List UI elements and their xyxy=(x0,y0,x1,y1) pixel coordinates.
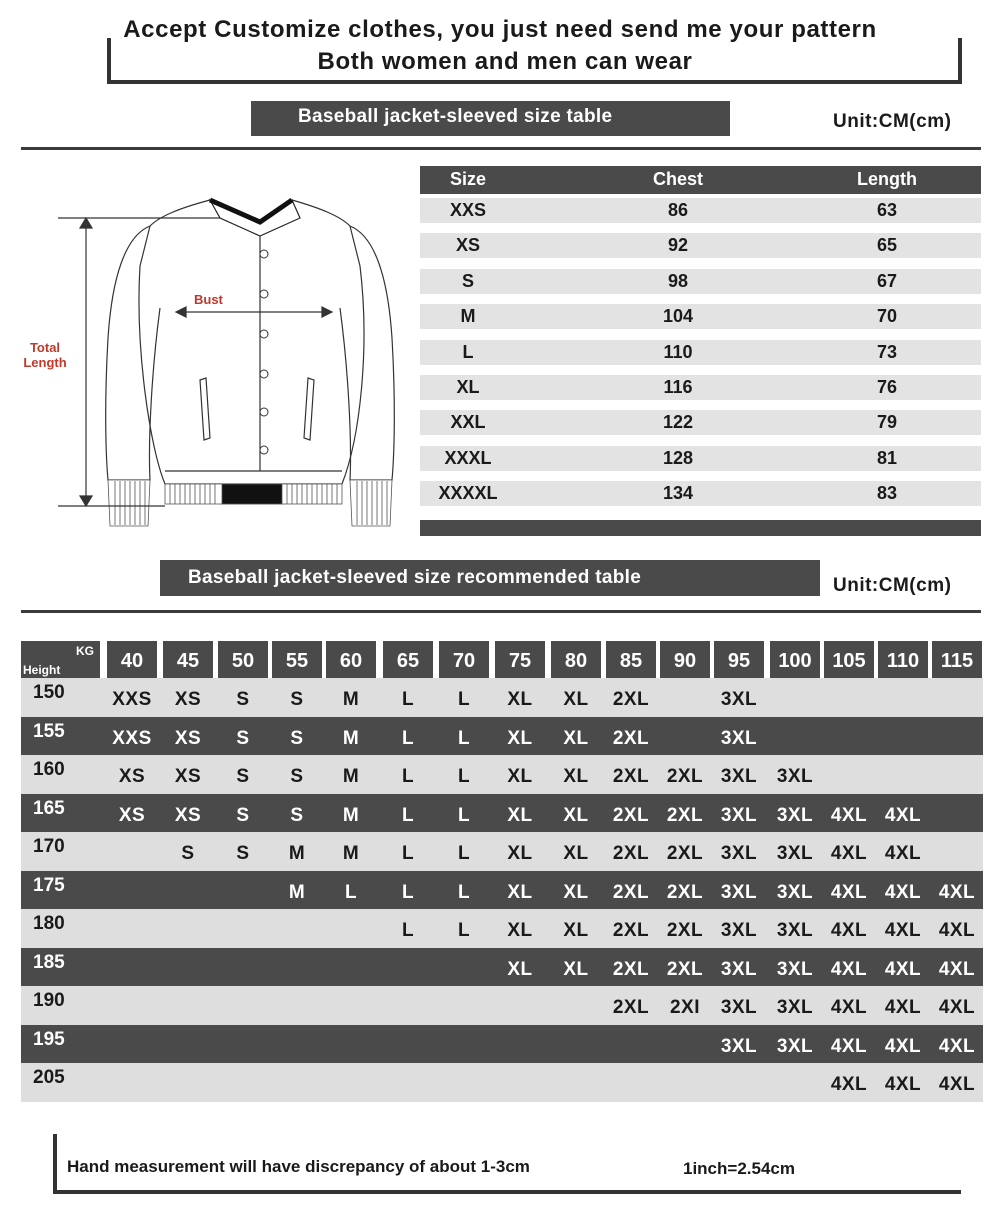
size-recommendation-cell: L xyxy=(457,881,471,903)
size-table-cell: S xyxy=(461,270,474,291)
weight-header-cell: 105 xyxy=(824,641,874,678)
size-table-banner: Baseball jacket-sleeved size table xyxy=(251,101,730,136)
size-table xyxy=(420,166,981,513)
size-table-cell: 128 xyxy=(662,447,694,468)
size-recommendation-cell: L xyxy=(457,689,471,710)
size-table-cell: 110 xyxy=(663,341,693,362)
size-table-header-cell: Size xyxy=(449,169,487,189)
size-table-row xyxy=(420,371,981,406)
weight-header-cell: 85 xyxy=(606,641,656,678)
height-cell: 160 xyxy=(33,759,65,780)
size-table-cell: 122 xyxy=(662,412,694,433)
recommended-table-corner xyxy=(21,641,100,678)
size-recommendation-cell: XL xyxy=(507,881,533,903)
size-recommendation-cell: L xyxy=(401,881,415,903)
recommended-table-row xyxy=(21,986,983,1025)
size-table-row xyxy=(420,442,981,477)
size-recommendation-cell: XL xyxy=(563,958,589,980)
recommended-table-row xyxy=(21,1025,983,1064)
height-cell: 170 xyxy=(33,836,65,857)
recommended-table-row xyxy=(21,832,983,871)
size-recommendation-cell: M xyxy=(342,689,360,710)
size-recommendation-cell: 4XL xyxy=(884,843,922,864)
weight-header-cell: 40 xyxy=(107,641,157,678)
size-recommendation-cell: XL xyxy=(507,843,533,864)
size-table-cell: 67 xyxy=(876,270,898,291)
height-cell: 185 xyxy=(33,951,65,973)
divider xyxy=(21,147,981,150)
measurement-note: Hand measurement will have discrepancy of about 1-3cm xyxy=(67,1157,530,1176)
size-recommendation-cell: 3XL xyxy=(720,727,758,749)
size-recommendation-cell: 4XL xyxy=(830,997,868,1018)
size-table-cell: XL xyxy=(456,376,480,397)
size-recommendation-cell: XL xyxy=(563,689,589,710)
size-recommendation-cell: L xyxy=(457,843,471,864)
size-recommendation-cell: 4XL xyxy=(884,1035,922,1057)
size-recommendation-cell: 2XL xyxy=(612,727,650,749)
size-recommendation-cell: 4XL xyxy=(884,804,922,826)
size-recommendation-cell: M xyxy=(342,843,360,864)
size-recommendation-cell: L xyxy=(457,920,471,941)
size-recommendation-cell: 4XL xyxy=(830,920,868,941)
size-table-cell: XS xyxy=(455,235,480,256)
size-recommendation-cell: XXS xyxy=(112,689,152,710)
total-label-line-2: Length xyxy=(23,355,67,370)
size-table-cell: 92 xyxy=(667,235,689,256)
size-recommendation-cell: 3XL xyxy=(720,804,758,826)
weight-header-cell: 75 xyxy=(495,641,545,678)
size-table-cell: 86 xyxy=(667,200,689,220)
size-recommendation-cell: 4XL xyxy=(884,997,922,1018)
size-recommendation-cell: 4XL xyxy=(938,920,976,941)
size-table-cell: 70 xyxy=(876,306,898,327)
size-recommendation-cell: 4XL xyxy=(830,1074,868,1095)
size-recommendation-cell: S xyxy=(181,843,195,864)
height-cell: 150 xyxy=(33,682,65,703)
size-recommendation-cell: 2XL xyxy=(612,997,650,1018)
size-table-unit: Unit:CM(cm) xyxy=(833,111,952,132)
size-recommendation-cell: S xyxy=(236,843,250,864)
size-recommendation-cell: S xyxy=(236,727,250,749)
size-recommendation-cell: 3XL xyxy=(720,843,758,864)
weight-header-cell: 55 xyxy=(272,641,322,678)
size-recommendation-cell: 3XL xyxy=(776,1035,814,1057)
size-recommendation-cell: XXS xyxy=(112,727,152,749)
size-recommendation-cell: XS xyxy=(118,804,146,826)
size-recommendation-cell: 4XL xyxy=(938,881,976,903)
weight-header-cell: 100 xyxy=(770,641,820,678)
height-cell: 180 xyxy=(33,913,65,934)
size-recommendation-cell: 4XL xyxy=(830,804,868,826)
size-recommendation-cell: 2XL xyxy=(612,689,650,710)
size-recommendation-cell: L xyxy=(457,804,471,826)
size-recommendation-cell: 4XL xyxy=(830,958,868,980)
size-table-cell: XXXL xyxy=(444,447,492,468)
size-table-row xyxy=(420,265,981,300)
size-table-cell: 104 xyxy=(662,306,694,327)
size-recommendation-cell: 3XL xyxy=(720,920,758,941)
size-recommendation-cell: 3XL xyxy=(776,766,814,787)
recommended-table-row xyxy=(21,948,983,987)
size-recommendation-cell: XS xyxy=(174,727,202,749)
size-recommendation-cell: XS xyxy=(174,766,202,787)
size-table-cell: 65 xyxy=(876,235,898,256)
size-table-cell: XXXXL xyxy=(438,483,498,504)
size-recommendation-cell: XL xyxy=(563,843,589,864)
size-recommendation-cell: 2XL xyxy=(612,958,650,980)
weight-header-cell: 80 xyxy=(551,641,601,678)
size-table-row xyxy=(420,336,981,371)
weight-header-cell: 65 xyxy=(383,641,433,678)
size-table-footer-bar xyxy=(420,520,981,536)
size-recommendation-cell: 2XL xyxy=(612,881,650,903)
recommended-table-row xyxy=(21,909,983,948)
size-recommendation-cell: XL xyxy=(507,804,533,826)
height-cell: 175 xyxy=(33,874,65,896)
size-recommendation-cell: 4XL xyxy=(938,1035,976,1057)
size-table-header-cell: Chest xyxy=(652,169,703,189)
recommended-table xyxy=(21,641,983,1102)
weight-header-cell: 70 xyxy=(439,641,489,678)
size-recommendation-cell: 4XL xyxy=(884,881,922,903)
size-table-row xyxy=(420,229,981,264)
bust-label: Bust xyxy=(194,292,223,307)
size-recommendation-cell: L xyxy=(401,920,415,941)
size-table-cell: M xyxy=(460,306,476,327)
size-recommendation-cell: 3XL xyxy=(720,766,758,787)
size-recommendation-cell: XL xyxy=(563,881,589,903)
size-recommendation-cell: 4XL xyxy=(938,958,976,980)
size-recommendation-cell: XL xyxy=(507,689,533,710)
weight-header-cell: 60 xyxy=(326,641,376,678)
size-table-row xyxy=(420,406,981,441)
corner-height-label: Height xyxy=(23,663,61,677)
size-recommendation-cell: 2XI xyxy=(669,997,701,1018)
header-line-1: Accept Customize clothes, you just need send me your pattern xyxy=(123,16,877,43)
size-recommendation-cell: 4XL xyxy=(884,1074,922,1095)
size-recommendation-cell: XS xyxy=(118,766,146,787)
size-table-cell: 81 xyxy=(876,447,898,468)
size-recommendation-cell: L xyxy=(401,843,415,864)
recommended-table-row xyxy=(21,1063,983,1102)
total-label-line-1: Total xyxy=(29,340,61,355)
size-recommendation-cell: 2XL xyxy=(666,958,704,980)
size-recommendation-cell: 3XL xyxy=(776,881,814,903)
height-cell: 195 xyxy=(33,1028,65,1050)
size-recommendation-cell: L xyxy=(344,881,358,903)
size-recommendation-cell: 3XL xyxy=(776,843,814,864)
size-table-cell: 79 xyxy=(876,412,898,433)
size-recommendation-cell: 2XL xyxy=(666,881,704,903)
size-recommendation-cell: 3XL xyxy=(776,804,814,826)
size-recommendation-cell: S xyxy=(236,689,250,710)
size-recommendation-cell: M xyxy=(288,881,306,903)
size-table-row xyxy=(420,477,981,512)
size-recommendation-cell: 3XL xyxy=(720,958,758,980)
size-recommendation-cell: S xyxy=(236,804,250,826)
size-recommendation-cell: L xyxy=(457,766,471,787)
size-table-cell: XXS xyxy=(449,200,487,220)
total-length-label xyxy=(20,340,70,370)
height-cell: 155 xyxy=(33,720,65,742)
size-recommendation-cell: 3XL xyxy=(720,997,758,1018)
size-recommendation-cell: XL xyxy=(507,766,533,787)
size-recommendation-cell: 2XL xyxy=(666,766,704,787)
weight-header-cell: 115 xyxy=(932,641,982,678)
recommended-table-row xyxy=(21,717,983,756)
size-recommendation-cell: 3XL xyxy=(720,1035,758,1057)
recommended-table-header-row xyxy=(21,641,983,678)
size-recommendation-cell: M xyxy=(342,804,360,826)
size-table-cell: 134 xyxy=(662,483,694,504)
size-recommendation-cell: 4XL xyxy=(830,843,868,864)
size-table-cell: 76 xyxy=(876,376,898,397)
size-table-header-cell: Length xyxy=(857,169,917,189)
size-recommendation-cell: S xyxy=(290,689,304,710)
size-recommendation-cell: 4XL xyxy=(830,1035,868,1057)
size-recommendation-cell: 2XL xyxy=(666,804,704,826)
size-table-cell: XXL xyxy=(450,412,486,433)
size-recommendation-cell: XL xyxy=(507,958,533,980)
weight-header-cell: 110 xyxy=(878,641,928,678)
size-recommendation-cell: XL xyxy=(563,727,589,749)
size-recommendation-cell: 2XL xyxy=(612,804,650,826)
corner-kg-label: KG xyxy=(76,644,94,658)
size-table-cell: 83 xyxy=(876,483,898,504)
weight-header-cell: 95 xyxy=(714,641,764,678)
size-table-cell: 63 xyxy=(876,200,898,220)
size-table-row xyxy=(420,300,981,335)
size-recommendation-cell: XL xyxy=(563,920,589,941)
size-recommendation-cell: S xyxy=(290,766,304,787)
size-recommendation-cell: 3XL xyxy=(720,689,758,710)
recommended-table-row xyxy=(21,794,983,833)
size-recommendation-cell: 3XL xyxy=(720,881,758,903)
weight-header-cell: 90 xyxy=(660,641,710,678)
size-recommendation-cell: XS xyxy=(174,804,202,826)
size-recommendation-cell: XL xyxy=(507,920,533,941)
size-recommendation-cell: XS xyxy=(174,689,202,710)
size-recommendation-cell: 4XL xyxy=(938,1074,976,1095)
height-cell: 165 xyxy=(33,797,65,819)
size-recommendation-cell: M xyxy=(288,843,306,864)
size-recommendation-cell: L xyxy=(401,727,415,749)
recommended-table-row xyxy=(21,678,983,717)
size-recommendation-cell: L xyxy=(457,727,471,749)
size-recommendation-cell: XL xyxy=(563,766,589,787)
size-table-row xyxy=(420,194,981,229)
size-recommendation-cell: S xyxy=(290,727,304,749)
size-recommendation-cell: S xyxy=(236,766,250,787)
size-recommendation-cell: 2XL xyxy=(612,843,650,864)
size-recommendation-cell: 2XL xyxy=(612,766,650,787)
size-recommendation-cell: 3XL xyxy=(776,958,814,980)
size-recommendation-cell: 2XL xyxy=(612,920,650,941)
recommended-table-banner: Baseball jacket-sleeved size recommended table xyxy=(160,560,820,596)
size-table-header-row xyxy=(420,166,981,194)
size-table-cell: 116 xyxy=(663,376,693,397)
size-recommendation-cell: S xyxy=(290,804,304,826)
header-line-2: Both women and men can wear xyxy=(317,48,693,75)
size-recommendation-cell: M xyxy=(342,766,360,787)
size-recommendation-cell: L xyxy=(401,804,415,826)
size-recommendation-cell: L xyxy=(401,689,415,710)
size-recommendation-cell: 4XL xyxy=(830,881,868,903)
size-table-cell: L xyxy=(462,341,474,362)
recommended-table-row xyxy=(21,871,983,910)
size-recommendation-cell: 3XL xyxy=(776,920,814,941)
size-recommendation-cell: 3XL xyxy=(776,997,814,1018)
recommended-table-row xyxy=(21,755,983,794)
height-cell: 205 xyxy=(33,1067,65,1088)
inch-conversion: 1inch=2.54cm xyxy=(683,1159,795,1178)
size-recommendation-cell: 2XL xyxy=(666,920,704,941)
size-recommendation-cell: M xyxy=(342,727,360,749)
size-recommendation-cell: L xyxy=(401,766,415,787)
size-recommendation-cell: 4XL xyxy=(884,920,922,941)
jacket-diagram xyxy=(20,188,415,533)
size-recommendation-cell: XL xyxy=(563,804,589,826)
size-table-cell: 73 xyxy=(876,341,898,362)
weight-header-cell: 45 xyxy=(163,641,213,678)
weight-header-cell: 50 xyxy=(218,641,268,678)
size-recommendation-cell: 4XL xyxy=(938,997,976,1018)
size-recommendation-cell: XL xyxy=(507,727,533,749)
size-table-cell: 98 xyxy=(667,270,689,291)
recommended-table-unit: Unit:CM(cm) xyxy=(833,575,952,596)
size-recommendation-cell: 2XL xyxy=(666,843,704,864)
height-cell: 190 xyxy=(33,990,65,1011)
divider xyxy=(21,610,981,613)
size-recommendation-cell: 4XL xyxy=(884,958,922,980)
